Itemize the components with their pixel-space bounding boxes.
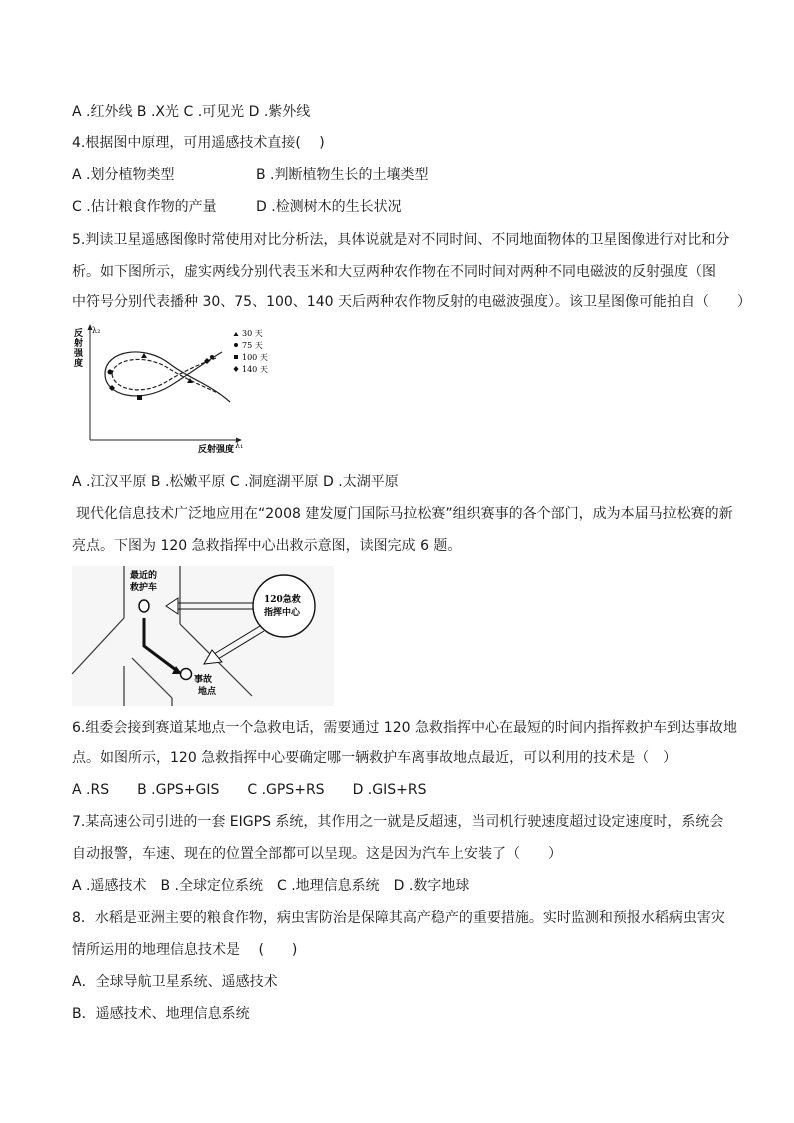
legend-label-75: 75 天 (242, 341, 263, 350)
intro-line-2: 亮点。下图为 120 急救指挥中心出救示意图，读图完成 6 题。 (72, 538, 462, 554)
q6-line-1: 6.组委会接到赛道某地点一个急救电话，需要通过 120 急救指挥中心在最短的时间内指挥救护车到达事故地 (72, 720, 737, 736)
y-axis-symbol: λ₂ (92, 326, 101, 335)
q5-line-3: 中符号分别代表播种 30、75、100、140 天后两种农作物反射的电磁波强度）。该卫星图像可能拍自（ ） (72, 294, 751, 310)
intro-line-1: 现代化信息技术广泛地应用在“2008 建发厦门国际马拉松赛”组织赛事的各个部门，成为本届马拉松赛的新 (76, 506, 733, 522)
x-axis-label: 反射强度 (198, 445, 235, 455)
command-center-circle (253, 575, 315, 637)
ambulance-marker (139, 600, 149, 612)
y-axis-char-4: 度 (74, 359, 84, 369)
q8-option-b: B．遥感技术、地理信息系统 (72, 1006, 250, 1022)
q6-line-2: 点。如图所示，120 急救指挥中心要确定哪一辆救护车离事故地点最近，可以利用的技术是（ ） (72, 750, 678, 766)
y-axis-char-3: 强 (74, 349, 84, 359)
dashed-curve-lower (112, 358, 216, 390)
q3-options: A .红外线 B .X光 C .可见光 D .紫外线 (72, 104, 311, 120)
legend-diamond-icon (234, 366, 239, 372)
accident-label-2: 地点 (198, 687, 217, 697)
q6-options: A .RS B .GPS+GIS C .GPS+RS D .GIS+RS (72, 782, 427, 798)
q5-line-2: 析。如下图所示，虚实两线分别代表玉米和大豆两种农作物在不同时间对两种不同电磁波的反射强度（图 (72, 264, 716, 280)
marker-100-day (137, 395, 142, 400)
legend-label-30: 30 天 (242, 329, 263, 338)
y-axis-char-1: 反 (74, 329, 84, 339)
legend (234, 329, 268, 374)
q7-options: A .遥感技术 B .全球定位系统 C .地理信息系统 D .数字地球 (72, 878, 470, 894)
legend-triangle-icon (234, 332, 239, 336)
q4-stem: 4.根据图中原理，可用遥感技术直接( ) (72, 135, 325, 151)
legend-label-100: 100 天 (242, 353, 268, 362)
q7-line-1: 7.某高速公司引进的一套 EIGPS 系统，其作用之一就是反超速，当司机行驶速度超过设定速度时，系统会 (72, 814, 724, 830)
q8-option-a: A．全球导航卫星系统、遥感技术 (72, 974, 278, 990)
marker-75-day (108, 370, 113, 375)
x-axis-symbol: λ₁ (235, 441, 244, 450)
q4-option-b: B .判断植物生长的土壤类型 (256, 167, 429, 183)
q7-line-2: 自动报警，车速、现在的位置全部都可以呈现。这是因为汽车上安装了（ ） (72, 846, 562, 862)
legend-label-140: 140 天 (242, 365, 268, 374)
q8-line-1: 8．水稻是亚洲主要的粮食作物，病虫害防治是保障其高产稳产的重要措施。实时监测和预报水稻病虫害灾 (72, 910, 725, 926)
solid-curve-lower (105, 352, 222, 396)
y-axis-char-2: 射 (74, 339, 84, 349)
marker-75-day-b (210, 355, 214, 359)
q4-option-d: D .检测树木的生长状况 (256, 199, 402, 215)
q5-options: A .江汉平原 B .松嫩平原 C .洞庭湖平原 D .太湖平原 (72, 474, 399, 490)
q4-option-c: C .估计粮食作物的产量 (72, 199, 217, 215)
accident-marker (181, 669, 192, 680)
reflectance-figure (70, 322, 268, 455)
center-label-2: 指挥中心 (264, 608, 301, 618)
center-label-1: 120急救 (264, 595, 301, 605)
accident-label-1: 事故 (194, 675, 213, 685)
legend-circle-icon (234, 343, 238, 347)
legend-square-icon (234, 355, 238, 359)
ambulance-label-1: 最近的 (130, 571, 158, 581)
marker-30-day (141, 353, 147, 358)
ambulance-label-2: 救护车 (130, 583, 158, 593)
q8-line-2: 情所运用的地理信息技术是 ( ) (72, 942, 298, 958)
dispatch-figure (72, 566, 334, 706)
q4-option-a: A .划分植物类型 (72, 167, 175, 183)
q5-line-1: 5.判读卫星遥感图像时常使用对比分析法，具体说就是对不同时间、不同地面物体的卫星图像进行对比和分 (72, 232, 730, 248)
